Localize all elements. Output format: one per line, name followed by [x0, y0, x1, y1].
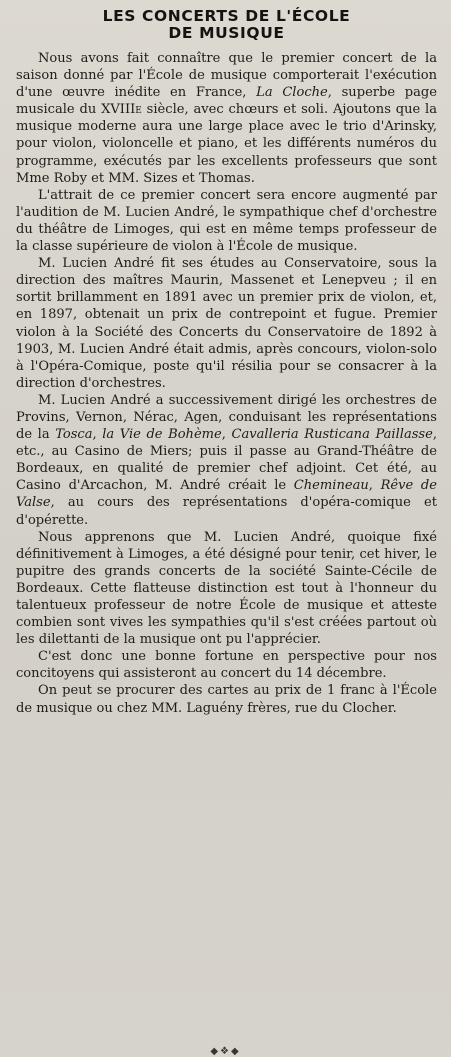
work-title-tosca: Tosca	[55, 427, 93, 443]
paragraph-5-text: Nous apprenons que M. Lucien André, quoique fixé définitivement à Limoges, a été désigné pour tenir, cet hiver, le pupitre des grands concerts de la société Sainte-Cécile de Bordeaux. Cette flatteuse distinction est tout à l'honneur du talentueux professeur de notre École de musique et atteste combien sont vives les sympathies qu'il s'est créées partout où les dilettanti de la musique ont pu l'apprécier.	[16, 529, 437, 648]
paragraph-1-text-2: , superbe page musicale du	[16, 85, 438, 118]
paragraph-4-text-1: M. Lucien André a successivement dirigé les orchestres de Provins, Vernon, Nérac, Agen, conduisant les représentations de la	[16, 392, 437, 443]
paragraph-7-text: On peut se procurer des cartes au prix de 1 franc à l'École de musique ou chez MM. Laguény frères, rue du Clocher.	[16, 683, 437, 716]
work-title-paillasse: Paillasse	[375, 427, 433, 443]
paragraph-4-text-3: , au cours des représentations d'opéra-comique et d'opérette.	[16, 495, 437, 528]
article-title	[16, 8, 437, 42]
paragraph-4-text-2: , etc., au Casino de Miers; puis il passe au Grand-Théâtre de Bordeaux, en qualité de premier chef adjoint. Cet été, au Casino d'Arcachon, M. André créait le	[16, 427, 437, 494]
paragraph-6-text: C'est donc une bonne fortune en perspective pour nos concitoyens qui assisteront au concert du 14 décembre.	[16, 649, 437, 682]
paragraph-4	[16, 392, 437, 529]
paragraph-2-text: L'attrait de ce premier concert sera encore augmenté par l'audition de M. Lucien André, le sympathique chef d'orchestre du théâtre de Limoges, qui est en même temps professeur de la classe supérieure de violon à l'École de musique.	[16, 187, 437, 255]
paragraph-3	[16, 255, 437, 392]
paragraph-5	[16, 529, 437, 649]
article-title-line-2: DE MUSIQUE	[168, 24, 285, 42]
paragraph-3-text: M. Lucien André fit ses études au Conservatoire, sous la direction des maîtres Maurin, Massenet et Lenepveu ; il en sortit brillamment en 1891 avec un premier prix de violon, et, en 1897, obtenait un prix de contrepoint et fugue. Premier violon à la Société des Concerts du Conservatoire de 1892 à 1903, M. Lucien André était admis, après concours, violon-solo à l'Opéra-Comique, poste qu'il résilia pour se consacrer à la direction d'orchestres.	[16, 256, 437, 391]
paragraph-6	[16, 648, 437, 682]
work-title-reve-de-valse: Rêve de Valse	[16, 478, 438, 511]
section-ornament-icon: ◆❖◆	[210, 1046, 241, 1057]
paragraph-2	[16, 187, 437, 255]
paragraph-7	[16, 682, 437, 716]
paragraph-1	[16, 50, 437, 187]
article-body	[16, 50, 437, 717]
work-title-vie-de-boheme: la Vie de Bohème	[102, 427, 222, 443]
work-title-chemineau: Chemineau	[293, 478, 369, 494]
work-title-cavalleria: Cavalleria Rusticana	[231, 427, 370, 443]
paragraph-4-separator-2: ,	[221, 427, 232, 443]
paragraph-4-separator-4: ,	[368, 478, 381, 494]
paragraph-1-text-1: Nous avons fait connaître que le premier concert de la saison donné par l'École de musique comporterait l'exécution d'une œuvre inédite en France,	[16, 51, 437, 101]
paragraph-4-separator-1: ,	[92, 427, 103, 443]
century-label: XVIIIe	[101, 102, 142, 118]
paragraph-1-text-3: siècle, avec chœurs et soli. Ajoutons que la musique moderne aura une large place avec le trio d'Arinsky, pour violon, violoncelle et piano, et les différents numéros du programme, exécutés par les excellents professeurs que sont Mme Roby et MM. Sizes et Thomas.	[16, 102, 438, 186]
article-title-line-1: LES CONCERTS DE L'ÉCOLE	[102, 7, 351, 25]
work-title-la-cloche: La Cloche	[256, 85, 328, 101]
